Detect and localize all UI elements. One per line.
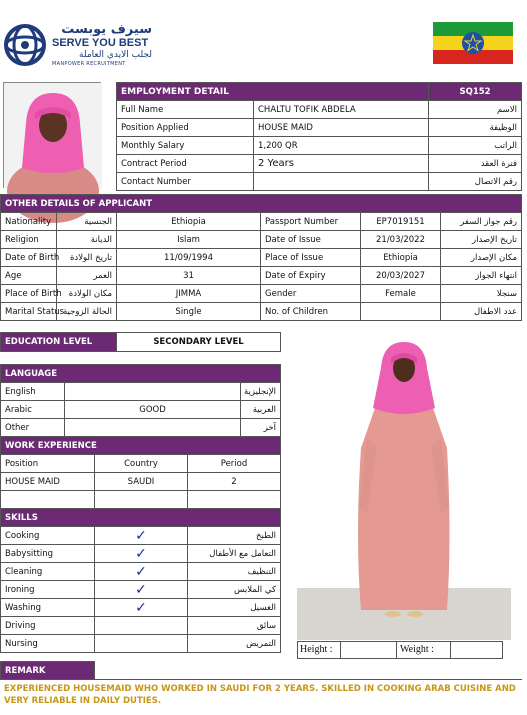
applicant-portrait-photo: [3, 82, 101, 188]
table-row: [1, 303, 522, 321]
marital-status-arabic: الحالة الزوجية: [57, 303, 117, 321]
religion-value: Islam: [117, 231, 261, 249]
work-position-value: HOUSE MAID: [1, 473, 95, 491]
gender-value: Female: [361, 285, 441, 303]
table-row: [1, 419, 281, 437]
skill-driving-label: Driving: [1, 617, 95, 635]
nationality-label: Nationality: [1, 213, 57, 231]
education-level-header: EDUCATION LEVEL: [1, 333, 117, 352]
contact-number-label: Contact Number: [117, 173, 254, 191]
table-row: [1, 473, 281, 491]
table-row: [1, 285, 522, 303]
skill-washing-label: Washing: [1, 599, 95, 617]
nationality-arabic: الجنسية: [57, 213, 117, 231]
logo-sub-english: MANPOWER RECRUITMENT: [52, 61, 126, 67]
work-experience-header: WORK EXPERIENCE: [1, 437, 281, 455]
skill-babysitting-check-icon: ✓: [95, 545, 188, 563]
language-english-label: English: [1, 383, 65, 401]
passport-number-label: Passport Number: [261, 213, 361, 231]
ethiopia-flag-icon: [433, 22, 513, 64]
language-section: [0, 364, 280, 437]
table-row: [1, 231, 522, 249]
work-period-value: [188, 491, 281, 509]
table-row: [1, 581, 281, 599]
language-arabic-value: GOOD: [65, 401, 241, 419]
table-row: [1, 455, 281, 473]
table-row: [1, 545, 281, 563]
employment-detail-header: EMPLOYMENT DETAIL: [117, 83, 429, 101]
skill-nursing-check-icon: [95, 635, 188, 653]
date-of-issue-value: 21/03/2022: [361, 231, 441, 249]
skill-cooking-check-icon: ✓: [95, 527, 188, 545]
date-of-issue-arabic: تاريخ الإصدار: [441, 231, 522, 249]
language-arabic-arabic: العربية: [241, 401, 281, 419]
skill-cleaning-label: Cleaning: [1, 563, 95, 581]
applicant-full-body-photo: [297, 338, 511, 640]
monthly-salary-arabic: الراتب: [429, 137, 522, 155]
language-other-label: Other: [1, 419, 65, 437]
date-of-expiry-label: Date of Expiry: [261, 267, 361, 285]
skill-babysitting-label: Babysitting: [1, 545, 95, 563]
language-other-arabic: آخر: [241, 419, 281, 437]
weight-value: [450, 642, 502, 658]
skill-washing-check-icon: ✓: [95, 599, 188, 617]
children-arabic: عدد الاطفال: [441, 303, 522, 321]
age-arabic: العمر: [57, 267, 117, 285]
marital-status-label: Marital Status: [1, 303, 57, 321]
position-applied-arabic: الوظيفة: [429, 119, 522, 137]
marital-status-value: Single: [117, 303, 261, 321]
skill-babysitting-arabic: التعامل مع الأطفال: [188, 545, 281, 563]
children-label: No. of Children: [261, 303, 361, 321]
place-of-issue-arabic: مكان الإصدار: [441, 249, 522, 267]
position-applied-value: HOUSE MAID: [254, 119, 429, 137]
skill-cooking-label: Cooking: [1, 527, 95, 545]
table-row: [1, 599, 281, 617]
remark-section: [0, 661, 521, 710]
table-row: [1, 383, 281, 401]
weight-label: Weight :: [396, 642, 450, 658]
employment-detail-section: [116, 82, 521, 191]
nationality-value: Ethiopia: [117, 213, 261, 231]
place-of-birth-label: Place of Birth: [1, 285, 57, 303]
date-of-issue-label: Date of Issue: [261, 231, 361, 249]
date-of-birth-arabic: تاريخ الولادة: [57, 249, 117, 267]
monthly-salary-label: Monthly Salary: [117, 137, 254, 155]
table-row: [1, 563, 281, 581]
date-of-expiry-arabic: انتهاء الجواز: [441, 267, 522, 285]
work-country-value: SAUDI: [95, 473, 188, 491]
monthly-salary-value: 1,200 QR: [254, 137, 429, 155]
logo-sub-arabic: لجلب الايدي العاملة: [79, 50, 152, 60]
gender-arabic: سنجلا: [441, 285, 522, 303]
contact-number-arabic: رقم الاتصال: [429, 173, 522, 191]
skill-ironing-check-icon: ✓: [95, 581, 188, 599]
column-header-country: Country: [95, 455, 188, 473]
age-label: Age: [1, 267, 57, 285]
full-name-value: CHALTU TOFIK ABDELA: [254, 101, 429, 119]
remark-text: EXPERIENCED HOUSEMAID WHO WORKED IN SAUDI FOR 2 YEARS. SKILLED IN COOKING ARAB CUISINE AND VERY RELIABLE IN DAILY DUTIES.: [4, 684, 516, 706]
skill-driving-arabic: سائق: [188, 617, 281, 635]
full-name-arabic: الاسم: [429, 101, 522, 119]
language-english-value: [65, 383, 241, 401]
place-of-birth-value: JIMMA: [117, 285, 261, 303]
height-label: Height :: [300, 644, 333, 655]
skill-ironing-arabic: كي الملابس: [188, 581, 281, 599]
table-row: [1, 267, 522, 285]
skill-ironing-label: Ironing: [1, 581, 95, 599]
contract-period-arabic: فترة العقد: [429, 155, 522, 173]
skill-nursing-arabic: التمريض: [188, 635, 281, 653]
skills-section: [0, 508, 280, 653]
remark-header: REMARK: [1, 662, 95, 680]
date-of-expiry-value: 20/03/2027: [361, 267, 441, 285]
table-row: [1, 249, 522, 267]
other-details-header: OTHER DETAILS OF APPLICANT: [1, 195, 522, 213]
language-english-arabic: الإنجليزية: [241, 383, 281, 401]
work-experience-section: [0, 436, 280, 509]
skill-cleaning-arabic: التنظيف: [188, 563, 281, 581]
table-row: [1, 635, 281, 653]
place-of-birth-arabic: مكان الولادة: [57, 285, 117, 303]
full-name-label: Full Name: [117, 101, 254, 119]
measurements-row: [297, 641, 503, 659]
skill-cleaning-check-icon: ✓: [95, 563, 188, 581]
age-value: 31: [117, 267, 261, 285]
skill-nursing-label: Nursing: [1, 635, 95, 653]
height-value: [340, 642, 396, 658]
skill-driving-check-icon: [95, 617, 188, 635]
table-row: [1, 491, 281, 509]
religion-label: Religion: [1, 231, 57, 249]
company-logo: [4, 22, 154, 70]
applicant-code: SQ152: [429, 83, 522, 101]
logo-mark-icon: [4, 24, 46, 66]
column-header-period: Period: [188, 455, 281, 473]
children-value: [361, 303, 441, 321]
place-of-issue-value: Ethiopia: [361, 249, 441, 267]
table-row: [1, 617, 281, 635]
place-of-issue-label: Place of Issue: [261, 249, 361, 267]
language-header: LANGUAGE: [1, 365, 281, 383]
logo-english: SERVE YOU BEST: [52, 37, 149, 49]
contract-period-value: 2 Years: [254, 155, 429, 173]
passport-number-value: EP7019151: [361, 213, 441, 231]
other-details-section: [0, 194, 521, 321]
skill-cooking-arabic: الطبخ: [188, 527, 281, 545]
date-of-birth-value: 11/09/1994: [117, 249, 261, 267]
table-row: [1, 527, 281, 545]
work-position-value: [1, 491, 95, 509]
date-of-birth-label: Date of Birth: [1, 249, 57, 267]
contract-period-label: Contract Period: [117, 155, 254, 173]
logo-arabic: سيرف يوبست: [61, 22, 152, 37]
gender-label: Gender: [261, 285, 361, 303]
passport-number-arabic: رقم جواز السفر: [441, 213, 522, 231]
work-period-value: 2: [188, 473, 281, 491]
language-other-value: [65, 419, 241, 437]
education-level-value: SECONDARY LEVEL: [117, 333, 281, 352]
contact-number-value: [254, 173, 429, 191]
work-country-value: [95, 491, 188, 509]
table-row: [1, 401, 281, 419]
religion-arabic: الديانة: [57, 231, 117, 249]
column-header-position: Position: [1, 455, 95, 473]
position-applied-label: Position Applied: [117, 119, 254, 137]
table-row: [1, 213, 522, 231]
education-section: [0, 332, 280, 352]
skills-header: SKILLS: [1, 509, 281, 527]
skill-washing-arabic: الغسيل: [188, 599, 281, 617]
language-arabic-label: Arabic: [1, 401, 65, 419]
